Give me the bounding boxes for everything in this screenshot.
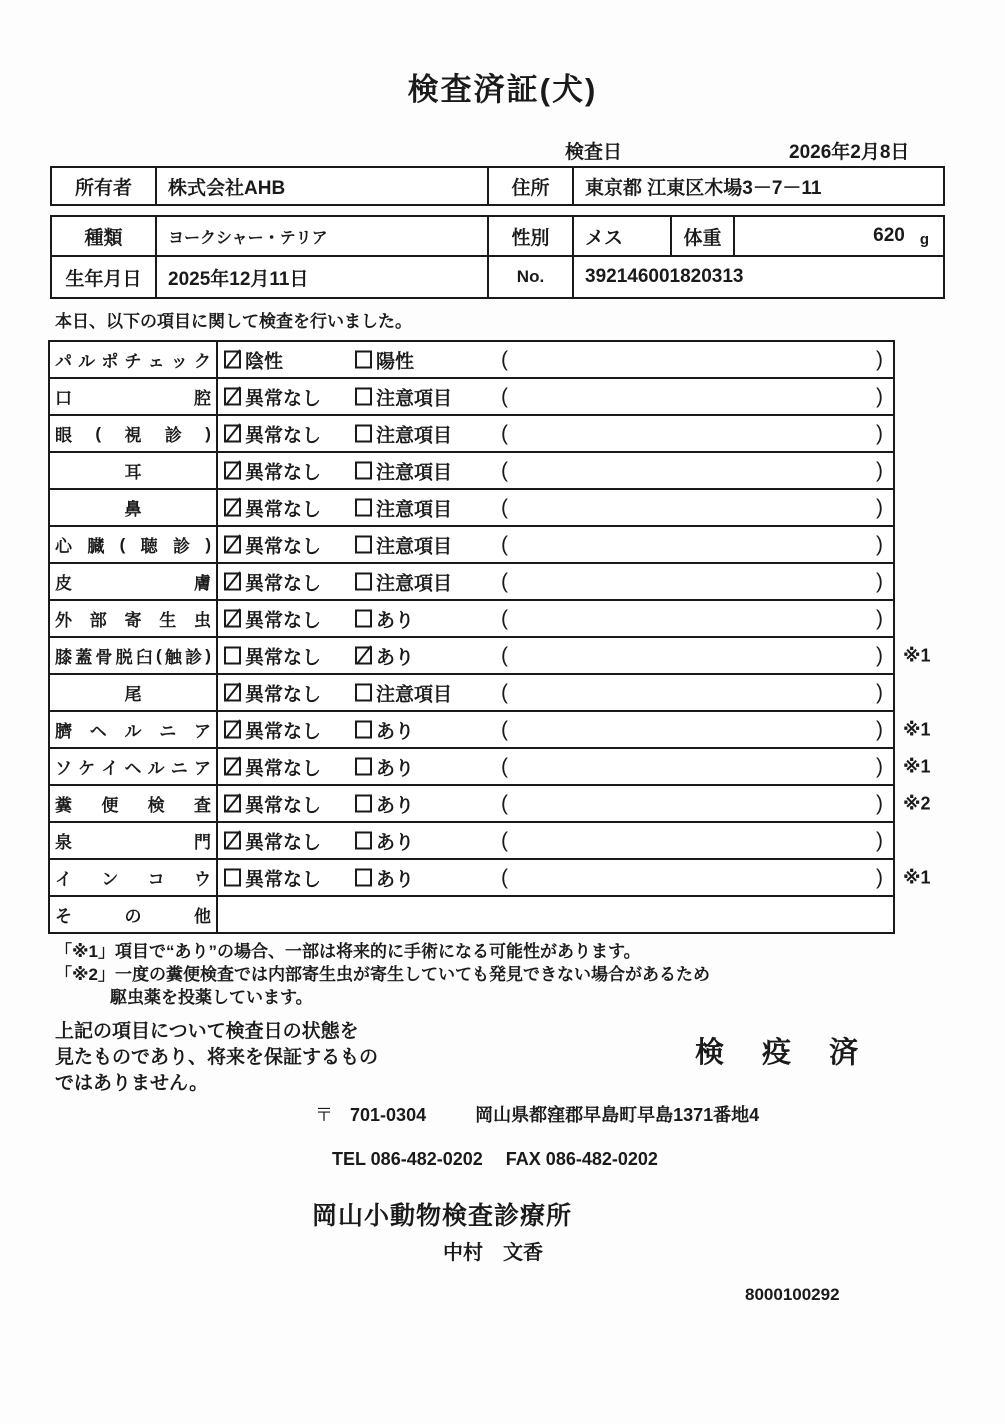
checklist-row — [50, 786, 931, 823]
open-paren: ( — [501, 421, 508, 445]
footnote-2-line-2: 駆虫薬を投薬しています。 — [110, 988, 313, 1007]
option — [224, 679, 321, 706]
checklist-row — [50, 712, 931, 749]
close-paren: ) — [876, 606, 883, 630]
checklist-row — [50, 453, 893, 490]
checklist-row — [50, 416, 893, 453]
quarantine-stamp: 検 疫 済 — [695, 1037, 874, 1069]
row-options — [216, 342, 893, 377]
checkbox-checked-icon — [224, 758, 241, 776]
open-paren: ( — [501, 754, 508, 778]
row-label-char: 骨 — [95, 648, 113, 667]
option — [355, 383, 452, 410]
option — [355, 457, 452, 484]
birth-label: 生年月日 — [52, 257, 157, 297]
row-label — [50, 490, 216, 525]
weight-cell — [735, 217, 943, 255]
row-label-char: ( — [119, 534, 126, 554]
close-paren: ) — [876, 495, 883, 519]
option-label: 注意項目 — [376, 462, 453, 483]
option-label: 異常なし — [245, 758, 322, 779]
postal-mark-icon: 〒 — [315, 1105, 333, 1125]
row-options — [216, 786, 893, 821]
checkbox-checked-icon — [224, 462, 241, 480]
row-label — [50, 453, 216, 488]
document-title: 検査済証(犬) — [407, 72, 598, 107]
checkbox-unchecked-icon — [355, 684, 372, 702]
option — [224, 457, 321, 484]
checkbox-checked-icon — [355, 647, 372, 665]
owner-label: 所有者 — [52, 168, 157, 204]
option — [355, 642, 414, 669]
option-label: あり — [376, 832, 415, 853]
weight-value: 620 — [873, 225, 905, 246]
row-label-char: 尾 — [124, 685, 142, 704]
option — [224, 753, 321, 780]
row-label-char: ア — [194, 722, 211, 741]
row-label — [50, 675, 216, 710]
option — [355, 716, 414, 743]
footnote-mark: ※1 — [903, 867, 931, 887]
option-label: 異常なし — [245, 388, 322, 409]
option — [355, 605, 414, 632]
row-label-char: ヘ — [89, 722, 107, 741]
row-label-char: 膚 — [194, 574, 211, 593]
checkbox-checked-icon — [224, 610, 241, 628]
open-paren: ( — [501, 643, 508, 667]
row-label-char: ウ — [193, 870, 211, 889]
close-paren: ) — [876, 717, 883, 741]
row-label-char: ル — [78, 352, 96, 371]
close-paren: ) — [876, 754, 883, 778]
row-label — [50, 712, 216, 747]
disclaimer-line: 上記の項目について検査日の状態を — [55, 1021, 359, 1042]
close-paren: ) — [876, 643, 883, 667]
exam-date-value: 2026年2月8日 — [789, 142, 910, 163]
row-label-char: 触 — [164, 648, 182, 667]
row-label-char: イ — [55, 870, 72, 889]
close-paren: ) — [876, 569, 883, 593]
row-options — [216, 564, 893, 599]
open-paren: ( — [501, 680, 508, 704]
row-label-char: ヘ — [124, 759, 142, 778]
row-label-char: 臼 — [135, 648, 153, 667]
row-options — [216, 601, 893, 636]
option-label: 異常なし — [245, 869, 322, 890]
serial-number: 8000100292 — [745, 1285, 840, 1304]
checklist-row — [50, 675, 893, 712]
option-label: 注意項目 — [376, 388, 453, 409]
clinic-address: 岡山県都窪郡早島町早島1371番地4 — [475, 1105, 760, 1125]
row-label-char: 蓋 — [75, 648, 93, 667]
row-label — [50, 823, 216, 858]
birth-value: 2025年12月11日 — [157, 257, 489, 297]
checkbox-unchecked-icon — [355, 388, 372, 406]
row-label — [50, 638, 216, 673]
fax-number: FAX 086-482-0202 — [505, 1149, 658, 1169]
veterinarian-name: 中村 文香 — [443, 1242, 543, 1264]
row-label-char: 口 — [55, 389, 72, 408]
checkbox-unchecked-icon — [355, 351, 372, 369]
option-label: 注意項目 — [376, 536, 453, 557]
row-label-char: 診 — [185, 648, 203, 667]
option — [224, 494, 321, 521]
row-label-char: 他 — [194, 907, 211, 926]
checkbox-unchecked-icon — [355, 795, 372, 813]
owner-table — [50, 166, 945, 206]
option — [355, 827, 414, 854]
row-label-char: ル — [124, 722, 142, 741]
option-label: 注意項目 — [376, 425, 453, 446]
row-label-char: 聴 — [140, 537, 158, 556]
open-paren: ( — [501, 569, 508, 593]
option-label: 陽性 — [376, 351, 415, 372]
row-label-char: ェ — [147, 352, 165, 371]
row-label — [50, 527, 216, 562]
row-options — [216, 453, 893, 488]
close-paren: ) — [876, 865, 883, 889]
tel-fax-line — [332, 1149, 1005, 1170]
weight-unit: g — [919, 230, 929, 248]
exam-date-row — [0, 137, 1005, 163]
postal-code: 701-0304 — [350, 1105, 427, 1125]
option — [355, 494, 452, 521]
row-label-char: ニ — [170, 759, 188, 778]
weight-label: 体重 — [672, 217, 735, 255]
option — [355, 679, 452, 706]
row-options — [216, 897, 893, 932]
row-label-char: 皮 — [55, 574, 72, 593]
row-label-char: チ — [124, 352, 142, 371]
row-options — [216, 860, 893, 895]
option — [355, 864, 414, 891]
checkbox-unchecked-icon — [355, 610, 372, 628]
row-options — [216, 712, 893, 747]
footnote-mark: ※1 — [903, 645, 931, 665]
row-options — [216, 379, 893, 414]
row-label-char: 診 — [164, 426, 182, 445]
close-paren: ) — [876, 828, 883, 852]
row-label-char: 生 — [159, 611, 177, 630]
option-label: あり — [376, 795, 415, 816]
option — [224, 716, 321, 743]
option-label: 異常なし — [245, 462, 322, 483]
option-label: 注意項目 — [376, 573, 453, 594]
checkbox-checked-icon — [224, 388, 241, 406]
row-label-char: パ — [55, 352, 72, 371]
checklist-row — [50, 527, 893, 564]
option — [355, 790, 414, 817]
row-options — [216, 749, 893, 784]
option-label: 異常なし — [245, 832, 322, 853]
open-paren: ( — [501, 532, 508, 556]
row-label-char: 外 — [55, 611, 72, 630]
postal-line — [315, 1101, 1005, 1127]
checkbox-checked-icon — [224, 573, 241, 591]
row-label-char: ニ — [159, 722, 177, 741]
option — [355, 753, 414, 780]
address-value: 東京都 江東区木場3－7－11 — [585, 177, 822, 199]
checklist-row — [50, 860, 931, 897]
row-label-char: 糞 — [55, 796, 72, 815]
intro-text: 本日、以下の項目に関して検査を行いました。 — [55, 312, 412, 331]
option — [355, 531, 452, 558]
row-options — [216, 416, 893, 451]
row-label-char: ソ — [55, 759, 72, 778]
row-label-char: イ — [101, 759, 119, 778]
checklist-row — [50, 638, 931, 675]
row-label-char: ア — [193, 759, 211, 778]
sex-label: 性別 — [489, 217, 574, 255]
checklist-row — [50, 379, 893, 416]
checkbox-unchecked-icon — [355, 721, 372, 739]
row-label — [50, 342, 216, 377]
option-label: あり — [376, 869, 415, 890]
close-paren: ) — [876, 458, 883, 482]
option — [224, 864, 321, 891]
option-label: 異常なし — [245, 425, 322, 446]
option-label: 異常なし — [245, 721, 322, 742]
row-label-char: 耳 — [124, 463, 142, 482]
footnote-mark: ※1 — [903, 756, 931, 776]
option-label: あり — [376, 721, 415, 742]
row-label-char: 鼻 — [124, 500, 142, 519]
checkbox-unchecked-icon — [355, 499, 372, 517]
option — [224, 568, 321, 595]
option-label: 異常なし — [245, 573, 322, 594]
footnote-1: 「※1」項目で“あり”の場合、一部は将来的に手術になる可能性があります。 — [55, 942, 641, 961]
breed-value: ヨークシャー・テリア — [157, 217, 489, 255]
option-label: 異常なし — [245, 499, 322, 520]
open-paren: ( — [501, 606, 508, 630]
row-label-char: の — [124, 907, 142, 926]
row-label — [50, 601, 216, 636]
option-label: 注意項目 — [376, 499, 453, 520]
close-paren: ) — [876, 421, 883, 445]
option — [224, 420, 321, 447]
row-label-char: 検 — [147, 796, 165, 815]
pet-table — [50, 215, 945, 299]
address-label: 住所 — [489, 168, 574, 204]
row-label-char: コ — [147, 870, 165, 889]
row-label-char: 臓 — [87, 537, 105, 556]
checkbox-unchecked-icon — [355, 869, 372, 887]
checkbox-unchecked-icon — [355, 462, 372, 480]
open-paren: ( — [501, 865, 508, 889]
row-options — [216, 675, 893, 710]
checkbox-unchecked-icon — [224, 647, 241, 665]
row-label — [50, 786, 216, 821]
open-paren: ( — [501, 828, 508, 852]
row-label-char: 部 — [89, 611, 107, 630]
row-label-char: そ — [55, 907, 72, 926]
checkbox-unchecked-icon — [355, 573, 372, 591]
option — [224, 383, 321, 410]
row-label — [50, 860, 216, 895]
row-label — [50, 897, 216, 932]
checkbox-checked-icon — [224, 536, 241, 554]
row-label-char: 膝 — [55, 648, 72, 667]
row-label-char: 査 — [193, 796, 211, 815]
checkbox-checked-icon — [224, 499, 241, 517]
row-label-char: 寄 — [124, 611, 142, 630]
row-options — [216, 490, 893, 525]
row-label-char: 診 — [172, 537, 190, 556]
option — [355, 346, 414, 373]
checklist-row — [50, 897, 893, 932]
option — [224, 531, 321, 558]
checkbox-unchecked-icon — [355, 425, 372, 443]
open-paren: ( — [501, 384, 508, 408]
footnote-mark: ※1 — [903, 719, 931, 739]
row-label-char: ) — [205, 645, 211, 665]
option-label: 異常なし — [245, 684, 322, 705]
row-label-char: ( — [156, 645, 162, 665]
breed-label: 種類 — [52, 217, 157, 255]
option-label: 異常なし — [245, 536, 322, 557]
owner-value: 株式会社AHB — [157, 168, 489, 204]
option-label: あり — [376, 758, 415, 779]
row-label — [50, 749, 216, 784]
checkbox-unchecked-icon — [355, 536, 372, 554]
option — [224, 790, 321, 817]
row-label-char: 心 — [55, 537, 72, 556]
checkbox-checked-icon — [224, 832, 241, 850]
checklist-row — [50, 564, 893, 601]
row-label-char: 腔 — [194, 389, 211, 408]
checkbox-unchecked-icon — [355, 758, 372, 776]
option — [224, 346, 283, 373]
row-label-char: ケ — [78, 759, 96, 778]
tel-number: TEL 086-482-0202 — [332, 1149, 483, 1169]
option-label: 陰性 — [245, 351, 284, 372]
birth-row — [52, 257, 943, 297]
option — [355, 568, 452, 595]
row-label-char: ) — [205, 534, 211, 554]
close-paren: ) — [876, 791, 883, 815]
clinic-name: 岡山小動物検査診療所 — [312, 1202, 573, 1230]
checkbox-unchecked-icon — [224, 869, 241, 887]
checklist-row — [50, 823, 893, 860]
option — [355, 420, 452, 447]
close-paren: ) — [876, 680, 883, 704]
option-label: あり — [376, 647, 415, 668]
disclaimer-line: 見たものであり、将来を保証するもの — [55, 1047, 379, 1068]
checkbox-checked-icon — [224, 721, 241, 739]
open-paren: ( — [501, 347, 508, 371]
checklist-row — [50, 749, 931, 786]
breed-row — [52, 217, 943, 257]
option-label: 異常なし — [245, 795, 322, 816]
checkbox-checked-icon — [224, 351, 241, 369]
row-label-char: 虫 — [194, 611, 211, 630]
open-paren: ( — [501, 458, 508, 482]
checklist-row — [50, 601, 893, 638]
checkbox-checked-icon — [224, 795, 241, 813]
close-paren: ) — [876, 532, 883, 556]
checklist-row — [50, 342, 893, 379]
option — [224, 642, 321, 669]
open-paren: ( — [501, 495, 508, 519]
row-options — [216, 638, 893, 673]
row-label-char: ) — [205, 423, 211, 443]
option-label: あり — [376, 610, 415, 631]
no-value: 392146001820313 — [585, 266, 744, 287]
row-options — [216, 823, 893, 858]
row-label-char: 泉 — [55, 833, 72, 852]
checklist-table — [48, 340, 931, 934]
row-label-char: ン — [101, 870, 119, 889]
close-paren: ) — [876, 347, 883, 371]
row-label — [50, 416, 216, 451]
owner-row — [52, 168, 943, 204]
option-label: 異常なし — [245, 647, 322, 668]
row-label — [50, 379, 216, 414]
row-label-char: ク — [193, 352, 211, 371]
checkbox-checked-icon — [224, 684, 241, 702]
checkbox-checked-icon — [224, 425, 241, 443]
open-paren: ( — [501, 791, 508, 815]
row-label-char: 門 — [194, 833, 211, 852]
disclaimer-line: ではありません。 — [55, 1073, 209, 1094]
footnote-mark: ※2 — [903, 793, 931, 813]
row-label-char: ( — [95, 423, 102, 443]
open-paren: ( — [501, 717, 508, 741]
close-paren: ) — [876, 384, 883, 408]
row-label-char: 臍 — [55, 722, 72, 741]
option — [224, 605, 321, 632]
row-label-char: 視 — [124, 426, 142, 445]
row-label-char: ポ — [101, 352, 119, 371]
checkbox-unchecked-icon — [355, 832, 372, 850]
row-options — [216, 527, 893, 562]
row-label-char: ッ — [170, 352, 188, 371]
option — [224, 827, 321, 854]
sex-value: メス — [574, 217, 672, 255]
option-label: 異常なし — [245, 610, 322, 631]
exam-date-label: 検査日 — [565, 142, 623, 163]
row-label — [50, 564, 216, 599]
footnote-2-line-1: 「※2」一度の糞便検査では内部寄生虫が寄生していても発見できない場合があるため — [55, 965, 710, 984]
row-label-char: 便 — [101, 796, 119, 815]
no-label: No. — [489, 257, 574, 297]
row-label-char: 眼 — [55, 426, 72, 445]
option-label: 注意項目 — [376, 684, 453, 705]
checklist-row — [50, 490, 893, 527]
row-label-char: ル — [147, 759, 165, 778]
row-label-char: 脱 — [115, 648, 133, 667]
